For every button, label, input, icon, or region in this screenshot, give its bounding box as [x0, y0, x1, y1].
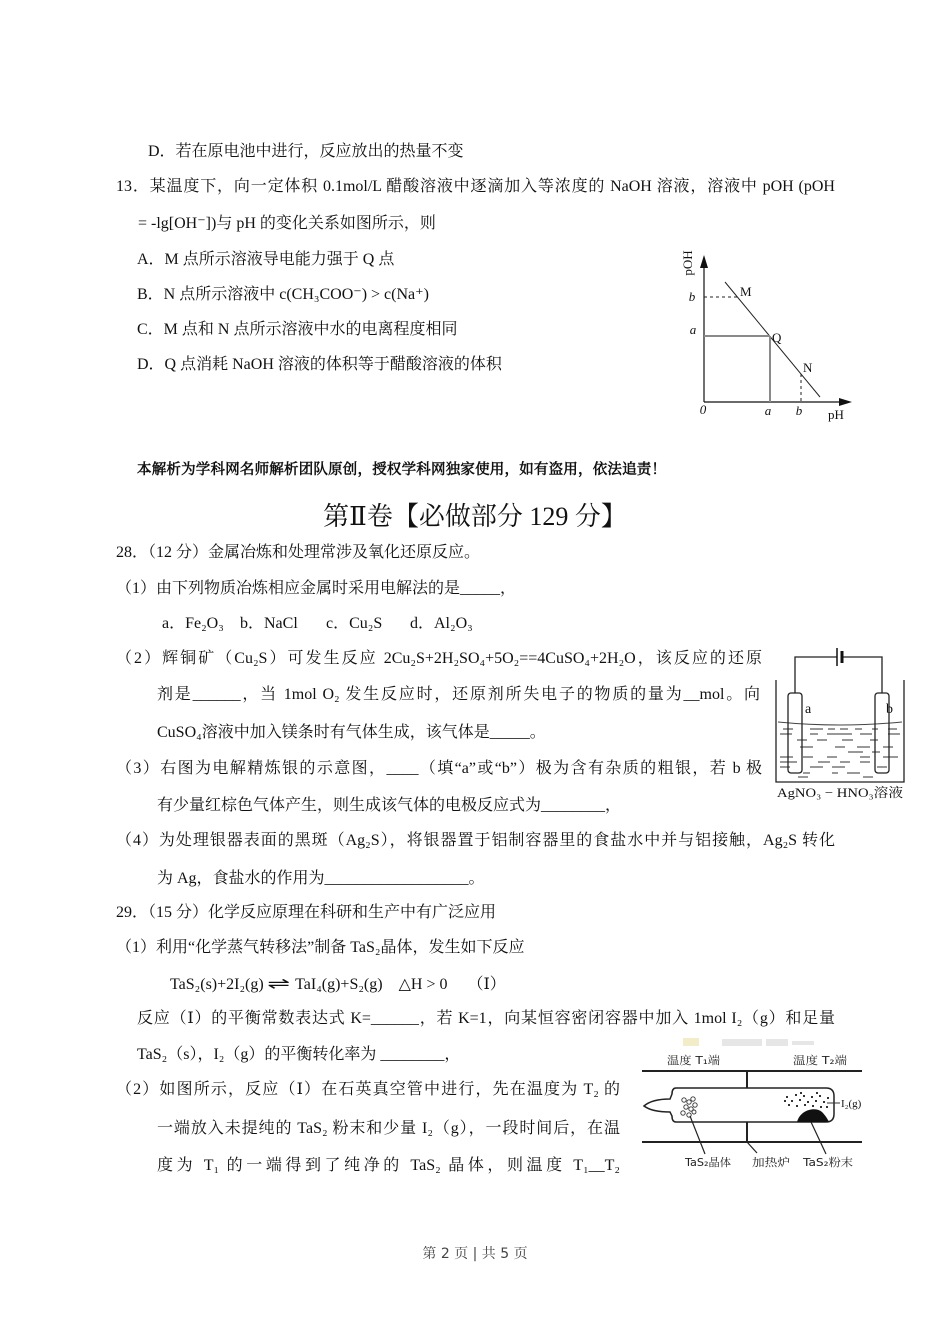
silver-electrolysis-diagram — [770, 640, 915, 805]
equation-enthalpy: △H > 0 — [398, 976, 448, 993]
q28-choice-b: b．NaCl — [240, 615, 298, 632]
powder-leader-line — [811, 1122, 826, 1154]
t1-end-label: 温度 T₁端 — [667, 1054, 715, 1067]
y-tick-a: a — [689, 322, 697, 337]
q13-stem-line-2: = -lg[OH⁻])与 pH 的变化关系如图所示，则 — [138, 215, 436, 232]
q29-part1-line-1: 反应（Ⅰ）的平衡常数表达式 K=______，若 K=1，向某恒容密闭容器中加入 1mol I₂（g）和足量 — [137, 1010, 835, 1027]
q29-part2-line-3: 度为 T₁ 的一端得到了纯净的 TaS₂ 晶体，则温度 T₁__T₂ — [157, 1157, 620, 1174]
q29-part2-line-2: 一端放入未提纯的 TaS₂ 粉末和少量 I₂（g），一段时间后，在温 — [157, 1120, 620, 1137]
copyright-notice: 本解析为学科网名师解析团队原创，授权学科网独家使用，如有盗用，依法追责！ — [137, 462, 667, 478]
q28-part2-line-2: 剂是______，当 1mol O₂ 发生反应时，还原剂所失电子的物质的量为__mol。向 — [157, 686, 760, 703]
q28-part4-line-1: （4）为处理银器表面的黑斑（Ag₂S），将银器置于铝制容器里的食盐水中并与铝接触，Ag₂S 转化 — [116, 832, 835, 849]
q13-option-a: A．M 点所示溶液导电能力强于 Q 点 — [137, 251, 395, 268]
q29-part2-line-1: （2）如图所示，反应（Ⅰ）在石英真空管中进行，先在温度为 T₂ 的 — [116, 1081, 620, 1098]
section-heading: 第Ⅱ卷【必做部分 129 分】 — [323, 502, 627, 531]
x-axis-arrow-icon — [839, 398, 852, 406]
q13-option-d: D．Q 点消耗 NaOH 溶液的体积等于醋酸溶液的体积 — [137, 356, 502, 373]
q13-stem-line-1: 13．某温度下，向一定体积 0.1mol/L 醋酸溶液中逐滴加入等浓度的 NaOH 溶液，溶液中 pOH (pOH — [116, 178, 835, 195]
electrode-a — [788, 693, 802, 773]
powder-label: TaS₂粉末 — [803, 1156, 849, 1169]
iodine-gas-label: I₂(g) — [841, 1098, 862, 1110]
furnace-label: 加热炉 — [752, 1156, 785, 1169]
electrode-b-label: b — [886, 702, 893, 717]
point-q-label: Q — [772, 330, 782, 345]
q29-part1-intro: （1）利用“化学蒸气转移法”制备 TaS₂晶体，发生如下反应 — [116, 939, 525, 956]
x-axis-label: pH — [828, 407, 844, 422]
solution-caption: AgNO₃ − HNO₃溶液 — [777, 785, 903, 800]
quartz-tube-diagram — [635, 1035, 875, 1180]
reversible-arrow-icon: ⇌ — [267, 974, 290, 993]
q28-part2-line-1: （2）辉铜矿（Cu₂S）可发生反应 2Cu₂S+2H₂SO₄+5O₂==4CuSO₄+2H₂O，该反应的还原 — [116, 650, 762, 667]
q13-option-b: B．N 点所示溶液中 c(CH₃COO⁻) > c(Na⁺) — [137, 286, 429, 303]
q29-part1-line-2: TaS₂（s），I₂（g）的平衡转化率为 ________， — [137, 1046, 461, 1063]
q28-part1: （1）由下列物质冶炼相应金属时采用电解法的是_____， — [116, 580, 517, 597]
faded-watermark — [683, 1038, 814, 1046]
q13-option-c: C．M 点和 N 点所示溶液中水的电离程度相同 — [137, 321, 458, 338]
point-m-label: M — [740, 284, 752, 299]
equation-products: TaI₄(g)+S₂(g) — [295, 976, 383, 993]
x-tick-a: a — [764, 403, 772, 418]
equation-label: （Ⅰ） — [467, 976, 506, 993]
q28-part2-line-3: CuSO₄溶液中加入镁条时有气体生成，该气体是_____。 — [157, 724, 546, 741]
point-n-label: N — [803, 360, 813, 375]
q28-choice-d: d．Al₂O₃ — [410, 615, 473, 632]
y-axis-arrow-icon — [700, 255, 708, 268]
q29-equation — [170, 974, 506, 995]
q28-title: 28．（12 分）金属冶炼和处理常涉及氧化还原反应。 — [116, 544, 481, 561]
q28-part4-line-2: 为 Ag，食盐水的作用为__________________。 — [157, 870, 485, 887]
t2-end-label: 温度 T₂端 — [793, 1054, 841, 1067]
q28-choice-a: a．Fe₂O₃ — [162, 615, 224, 632]
liquid-surface — [778, 722, 902, 725]
q28-choice-c: c．Cu₂S — [326, 615, 383, 632]
y-axis-label: pOH — [680, 250, 695, 276]
poh-ph-graph — [670, 240, 870, 430]
q29-title: 29．（15 分）化学反应原理在科研和生产中有广泛应用 — [116, 904, 497, 921]
furnace-leader-line — [747, 1142, 757, 1153]
q12-option-d: D．若在原电池中进行，反应放出的热量不变 — [148, 143, 464, 160]
page-number-footer: 第 2 页 | 共 5 页 — [422, 1246, 528, 1262]
circuit-wire — [795, 657, 882, 693]
equation-reactants: TaS₂(s)+2I₂(g) — [170, 976, 264, 993]
x-tick-b: b — [795, 403, 803, 418]
q28-part3-line-2: 有少量红棕色气体产生，则生成该气体的电极反应式为________， — [157, 797, 622, 814]
origin-label: 0 — [699, 402, 707, 417]
solution-dashes — [780, 729, 900, 777]
crystal-label: TaS₂晶体 — [685, 1156, 731, 1169]
y-tick-b: b — [688, 289, 696, 304]
q28-part3-line-1: （3）右图为电解精炼银的示意图，____（填“a”或“b”）极为含有杂质的粗银，若 b 极 — [116, 760, 762, 777]
electrode-a-label: a — [805, 702, 812, 717]
